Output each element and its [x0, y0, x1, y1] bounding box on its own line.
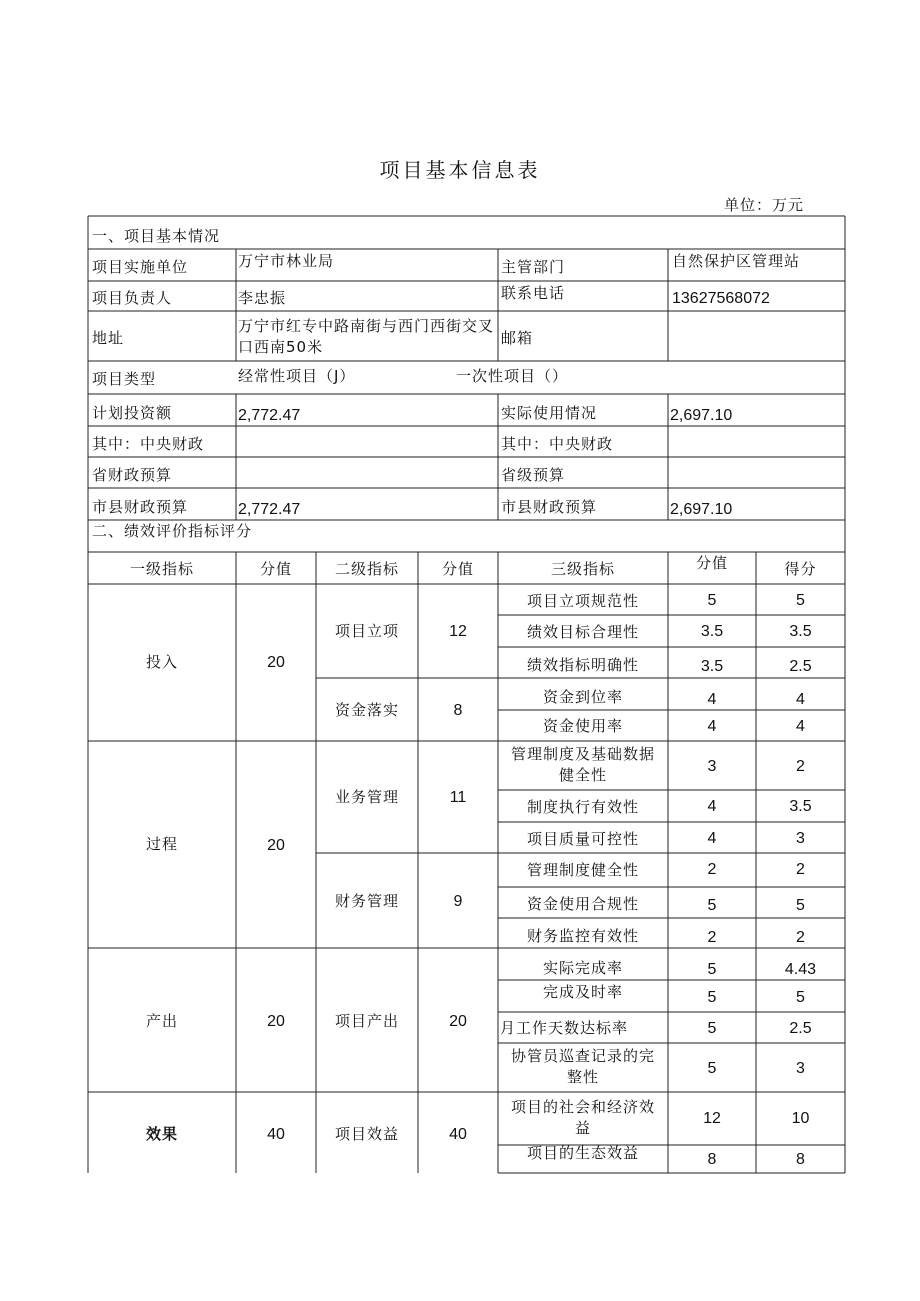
indicator-score: 10	[791, 1110, 810, 1127]
type-label: 项目类型	[92, 370, 157, 388]
indicator-score: 3	[796, 1060, 805, 1077]
indicator-name: 项目质量可控性	[526, 830, 639, 848]
indicator-score: 4	[796, 718, 805, 735]
indicator-max: 4	[707, 830, 717, 847]
indicator-max: 8	[707, 1151, 717, 1168]
indicator-name: 资金使用合规性	[526, 895, 639, 913]
indicator-max: 5	[707, 897, 717, 914]
section2-heading: 二、绩效评价指标评分	[92, 522, 253, 540]
header-cell: 一级指标	[129, 560, 194, 578]
subgroup-name: 项目效益	[334, 1125, 399, 1143]
group-score: 20	[267, 837, 285, 854]
header-cell: 得分	[784, 560, 817, 578]
indicator-name: 绩效目标合理性	[526, 623, 639, 641]
subgroup-name: 财务管理	[334, 892, 399, 910]
phone-value: 13627568072	[672, 290, 770, 307]
prov-label-right: 省级预算	[501, 466, 566, 484]
indicator-max: 3	[707, 758, 717, 775]
actual-label: 实际使用情况	[501, 404, 598, 422]
dept-label: 主管部门	[501, 258, 566, 276]
section1-heading: 一、项目基本情况	[92, 227, 221, 245]
city-value-right: 2,697.10	[670, 501, 733, 518]
indicator-name: 项目立项规范性	[526, 592, 639, 610]
indicator-name: 管理制度健全性	[526, 861, 639, 879]
planned-label: 计划投资额	[92, 404, 173, 422]
impl-unit-label: 项目实施单位	[92, 258, 189, 276]
email-label: 邮箱	[501, 329, 534, 347]
indicator-score: 4.43	[784, 961, 817, 978]
type-onetime: 一次性项目（）	[456, 367, 569, 385]
actual-value: 2,697.10	[670, 407, 733, 424]
indicator-max: 4	[707, 691, 717, 708]
group-name: 过程	[145, 835, 178, 853]
central-label-right: 其中：中央财政	[501, 435, 614, 453]
phone-label: 联系电话	[501, 284, 566, 302]
indicator-max: 3.5	[700, 623, 724, 640]
header-cell: 分值	[695, 554, 728, 572]
address-value: 万宁市红专中路南街与西门西街交叉口西南50米	[238, 317, 495, 356]
subgroup-score: 20	[449, 1013, 467, 1030]
indicator-max: 4	[707, 718, 717, 735]
group-name: 效果	[145, 1125, 178, 1143]
header-cell: 分值	[441, 560, 474, 578]
indicator-max: 2	[707, 861, 717, 878]
city-label-left: 市县财政预算	[92, 498, 189, 516]
indicator-max: 5	[707, 1020, 717, 1037]
unit-label: 单位：万元	[724, 196, 805, 214]
indicator-score: 2.5	[789, 1020, 812, 1037]
indicator-max: 5	[707, 592, 717, 609]
indicator-max: 5	[707, 961, 717, 978]
indicator-name: 项目的生态效益	[526, 1144, 639, 1162]
indicator-name: 绩效指标明确性	[526, 656, 639, 674]
city-value-left: 2,772.47	[238, 501, 301, 518]
indicator-name: 资金使用率	[542, 717, 623, 735]
indicator-score: 3	[796, 830, 805, 847]
prov-label-left: 省财政预算	[92, 466, 173, 484]
indicator-name: 项目的社会和经济效益	[510, 1098, 655, 1137]
indicator-name: 财务监控有效性	[526, 927, 639, 945]
indicator-max: 2	[707, 929, 717, 946]
subgroup-score: 9	[453, 893, 463, 910]
header-cell: 三级指标	[550, 560, 615, 578]
indicator-name: 完成及时率	[542, 983, 623, 1001]
subgroup-name: 资金落实	[334, 701, 399, 719]
indicator-name: 实际完成率	[542, 959, 623, 977]
indicator-max: 5	[707, 1060, 717, 1077]
indicator-score: 2.5	[789, 658, 812, 675]
indicator-name: 月工作天数达标率	[500, 1019, 629, 1037]
indicator-name: 管理制度及基础数据健全性	[510, 745, 655, 784]
city-label-right: 市县财政预算	[501, 498, 598, 516]
indicator-max: 5	[707, 989, 717, 1006]
indicator-max: 12	[703, 1110, 721, 1127]
subgroup-name: 项目立项	[334, 622, 399, 640]
page-title: 项目基本信息表	[379, 158, 541, 182]
leader-label: 项目负责人	[92, 289, 173, 307]
leader-value: 李忠振	[238, 289, 287, 307]
indicator-max: 3.5	[700, 658, 724, 675]
indicator-score: 3.5	[789, 798, 812, 815]
central-label-left: 其中：中央财政	[92, 435, 205, 453]
indicator-name: 协管员巡查记录的完整性	[510, 1047, 655, 1086]
group-name: 投入	[145, 653, 178, 671]
indicator-score: 3.5	[789, 623, 812, 640]
indicator-score: 8	[796, 1151, 805, 1168]
subgroup-name: 业务管理	[334, 788, 399, 806]
indicator-name: 资金到位率	[542, 688, 623, 706]
indicator-max: 4	[707, 798, 717, 815]
subgroup-score: 40	[449, 1126, 467, 1143]
group-name: 产出	[145, 1012, 178, 1030]
subgroup-score: 8	[453, 702, 463, 719]
indicator-score: 2	[796, 929, 805, 946]
type-regular: 经常性项目（J）	[238, 367, 356, 385]
indicator-name: 制度执行有效性	[526, 798, 639, 816]
indicator-score: 5	[796, 897, 805, 914]
header-cell: 二级指标	[334, 560, 399, 578]
group-score: 20	[267, 1013, 285, 1030]
indicator-score: 2	[796, 861, 805, 878]
indicator-score: 5	[796, 592, 805, 609]
subgroup-score: 12	[449, 623, 467, 640]
indicator-score: 5	[796, 989, 805, 1006]
indicator-score: 4	[796, 691, 805, 708]
planned-value: 2,772.47	[238, 407, 301, 424]
subgroup-score: 11	[449, 789, 467, 806]
address-label: 地址	[92, 329, 125, 347]
indicator-score: 2	[796, 758, 805, 775]
group-score: 20	[267, 654, 285, 671]
dept-value: 自然保护区管理站	[672, 252, 801, 270]
impl-unit-value: 万宁市林业局	[238, 252, 335, 270]
header-cell: 分值	[259, 560, 292, 578]
subgroup-name: 项目产出	[334, 1012, 399, 1030]
group-score: 40	[267, 1126, 285, 1143]
